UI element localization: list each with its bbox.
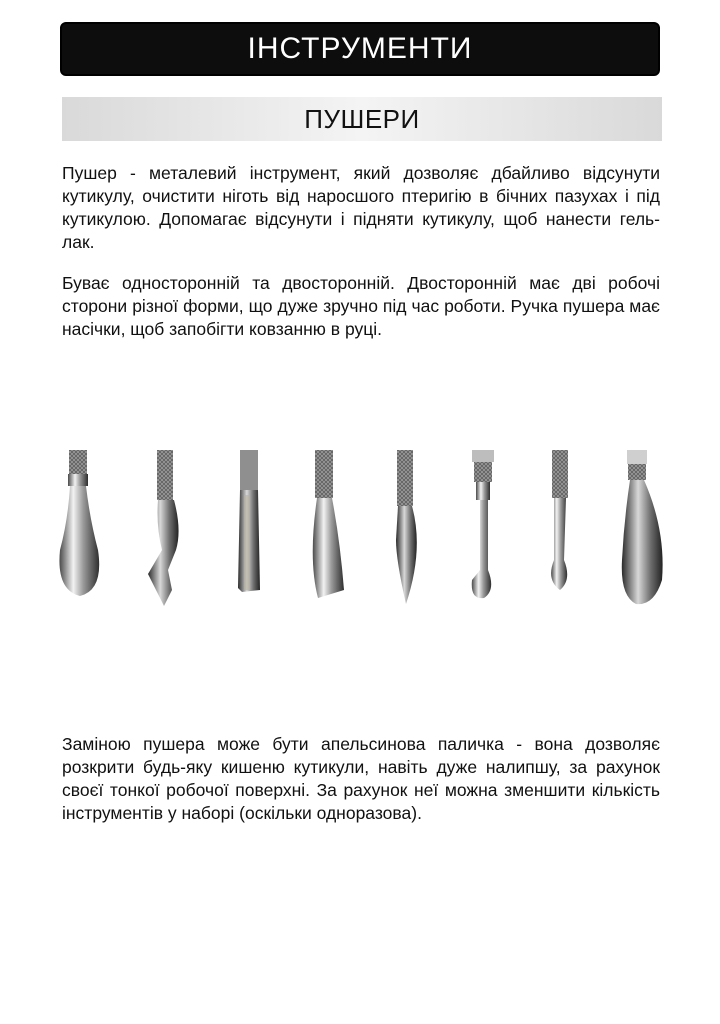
section-title: ПУШЕРИ xyxy=(304,103,420,134)
spoon-pusher xyxy=(551,450,568,590)
flat-pusher xyxy=(238,450,260,592)
page-title-bar xyxy=(60,22,660,76)
wide-pusher xyxy=(622,450,663,604)
pushers-image xyxy=(40,440,680,620)
page-title: ІНСТРУМЕНТИ xyxy=(247,32,473,65)
round-pusher xyxy=(59,450,99,596)
curette-pusher xyxy=(472,450,494,598)
pointed-pusher xyxy=(396,450,417,604)
scoop-pusher xyxy=(313,450,344,598)
section-title-bar xyxy=(62,97,662,141)
intro-paragraph: Пушер - металевий інструмент, який дозволяє дбайливо відсунути кутикулу, очистити ніготь від наросшого птеригію в бічних пазухах і під кутикулою. Допомагає відсунути і підняти кутикулу, щоб нанести гель-лак. xyxy=(62,163,660,252)
angled-pusher xyxy=(148,450,179,606)
alternative-paragraph: Заміною пушера може бути апельсинова паличка - вона дозволяє розкрити будь-яку кишеню кутикули, навіть дуже налипшу, за рахунок своєї тонкої робочої поверхні. За рахунок неї можна зменшити кількість інструментів у наборі (оскільки одноразова). xyxy=(62,734,660,823)
types-paragraph: Буває односторонній та двосторонній. Двосторонній має дві робочі сторони різної форми, що дуже зручно під час роботи. Ручка пушера має насічки, щоб запобігти ковзанню в руці. xyxy=(62,273,660,339)
